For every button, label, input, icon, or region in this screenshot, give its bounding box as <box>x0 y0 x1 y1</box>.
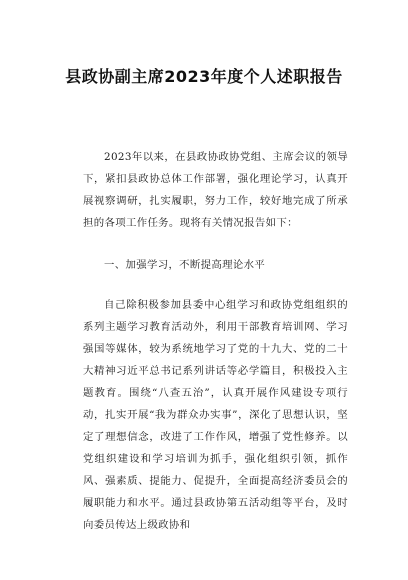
section-body-paragraph: 自己除积极参加县委中心组学习和政协党组组织的系列主题学习教育活动外，利用干部教育培训网、学习强国等媒体，较为系统地学习了党的十九大、党的二十大精神习近平总书记系列讲话等必学篇目，积极投入主题教育。围绕“八查五治”，认真开展作风建设专项行动，扎实开展“我为群众办实事”，深化了思想认识，坚定了理想信念，改进了工作作风，增强了党性修养。以党组织建设和学习培训为抓手，强化组织引领，抓作风、强素质、提能力、促提升，全面提高经济委员会的履职能力和水平。通过县政协第五活动组等平台，及时向委员传达上级政协和 <box>83 299 348 531</box>
document-title: 县政协副主席2023年度个人述职报告 <box>65 67 343 86</box>
section-heading: 一、加强学习，不断提高理论水平 <box>104 259 266 271</box>
intro-paragraph: 2023年以来，在县政协政协党组、主席会议的领导下，紧扣县政协总体工作部署，强化理论学习，认真开展视察调研，扎实履职，努力工作，较好地完成了所承担的各项工作任务。现将有关情况报告如下： <box>83 151 348 229</box>
